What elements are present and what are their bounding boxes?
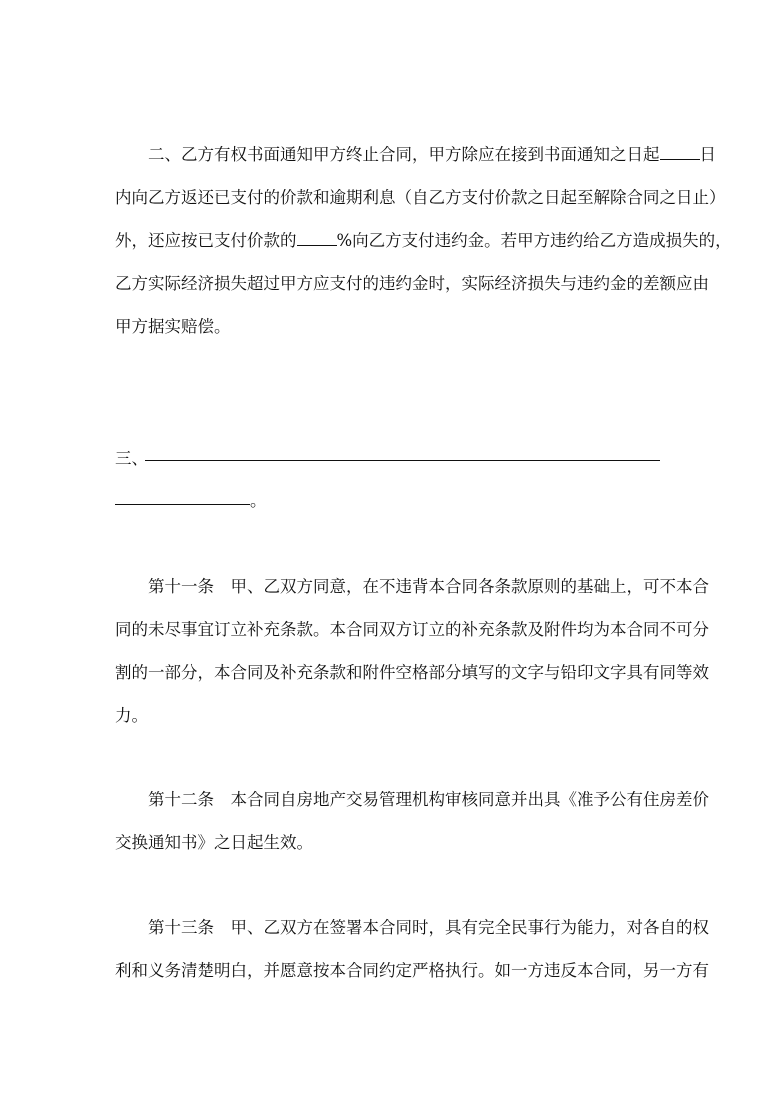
article12-line1: 第十二条 本合同自房地产交易管理机构审核同意并出具《准予公有住房差价 — [115, 790, 709, 809]
clause2-text-3a: 外，还应按已支付价款的 — [115, 231, 297, 250]
percent-blank[interactable] — [297, 229, 337, 246]
clause3-label: 三、 — [115, 449, 148, 468]
article11-line1: 第十一条 甲、乙双方同意，在不违背本合同各条款原则的基础上，可不本合 — [115, 577, 709, 596]
clause3-end: 。 — [250, 491, 267, 510]
clause2-text-3b: %向乙方支付违约金。若甲方违约给乙方造成损失的， — [336, 231, 732, 250]
clause3-fill-line-2[interactable] — [115, 492, 250, 505]
clause2-text-1b: 日 — [699, 145, 716, 164]
article13-line1: 第十三条 甲、乙双方在签署本合同时，具有完全民事行为能力，对各自的权 — [115, 918, 709, 937]
article13-line2: 利和义务清楚明白，并愿意按本合同约定严格执行。如一方违反本合同，另一方有 — [115, 961, 709, 980]
clause2-line5: 甲方据实赔偿。 — [115, 317, 231, 336]
clause2-line1 — [115, 143, 716, 167]
clause2-text-1a: 二、乙方有权书面通知甲方终止合同，甲方除应在接到书面通知之日起 — [115, 145, 660, 164]
article11-line3: 割的一部分，本合同及补充条款和附件空格部分填写的文字与铅印文字具有同等效 — [115, 663, 709, 682]
article11-line2: 同的未尽事宜订立补充条款。本合同双方订立的补充条款及附件均为本合同不可分 — [115, 620, 709, 639]
clause2-line3 — [115, 229, 732, 253]
clause3-fill-line-1[interactable] — [145, 448, 660, 461]
days-blank[interactable] — [660, 143, 700, 160]
clause2-line4: 乙方实际经济损失超过甲方应支付的违约金时，实际经济损失与违约金的差额应由 — [115, 274, 709, 293]
article12-line2: 交换通知书》之日起生效。 — [115, 833, 313, 852]
clause2-line2: 内向乙方返还已支付的价款和逾期利息（自乙方支付价款之日起至解除合同之日止） — [115, 188, 726, 207]
article11-line4: 力。 — [115, 706, 148, 725]
